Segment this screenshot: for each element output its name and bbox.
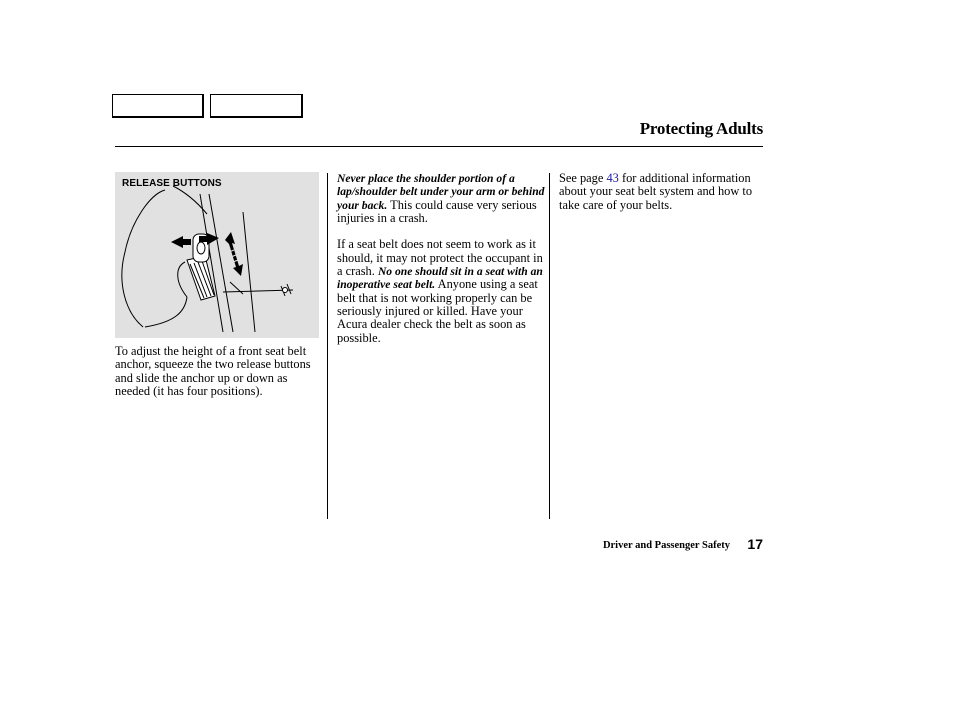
inoperative-belt-warning: No one should sit in a seat with an inoperative seat belt. xyxy=(337,265,543,292)
column-3 xyxy=(559,172,764,225)
inoperative-belt-paragraph xyxy=(337,238,545,344)
page-43-link[interactable]: 43 xyxy=(606,171,619,185)
nav-button-1[interactable] xyxy=(112,94,204,118)
column-2 xyxy=(337,172,545,358)
footer-section-title: Driver and Passenger Safety xyxy=(602,540,730,551)
inoperative-belt-text: If a seat belt does not seem to work as it should, it may not protect the occupant in a crash. xyxy=(337,237,543,279)
shoulder-belt-warning: Never place the shoulder portion of a lap/shoulder belt under your arm or behind your back. xyxy=(337,172,545,212)
see-page-text-after: for additional information about your seat belt system and how to take care of your belts. xyxy=(559,171,753,212)
column-divider-1 xyxy=(327,173,328,519)
column-1 xyxy=(115,345,320,411)
seat-belt-anchor-illustration xyxy=(115,172,319,338)
title-divider xyxy=(115,146,763,147)
column-divider-2 xyxy=(549,173,550,519)
page-number: 17 xyxy=(747,536,763,552)
adjust-anchor-paragraph: To adjust the height of a front seat belt anchor, squeeze the two release buttons and slide the anchor up or down as needed (it has four positions). xyxy=(115,344,311,398)
page-title: Protecting Adults xyxy=(639,119,763,138)
inoperative-belt-text-after: Anyone using a seat belt that is not working properly can be seriously injured or killed. Have your Acura dealer check the belt as soon as possible. xyxy=(337,277,538,345)
see-page-paragraph xyxy=(559,172,764,212)
figure-caption: RELEASE BUTTONS xyxy=(122,178,222,189)
shoulder-belt-text: This could cause very serious injuries in a crash. xyxy=(337,197,537,225)
release-buttons-figure xyxy=(115,172,319,338)
see-page-text: See page xyxy=(559,171,607,185)
nav-button-2[interactable] xyxy=(210,94,303,118)
shoulder-belt-warning-paragraph xyxy=(337,172,545,225)
